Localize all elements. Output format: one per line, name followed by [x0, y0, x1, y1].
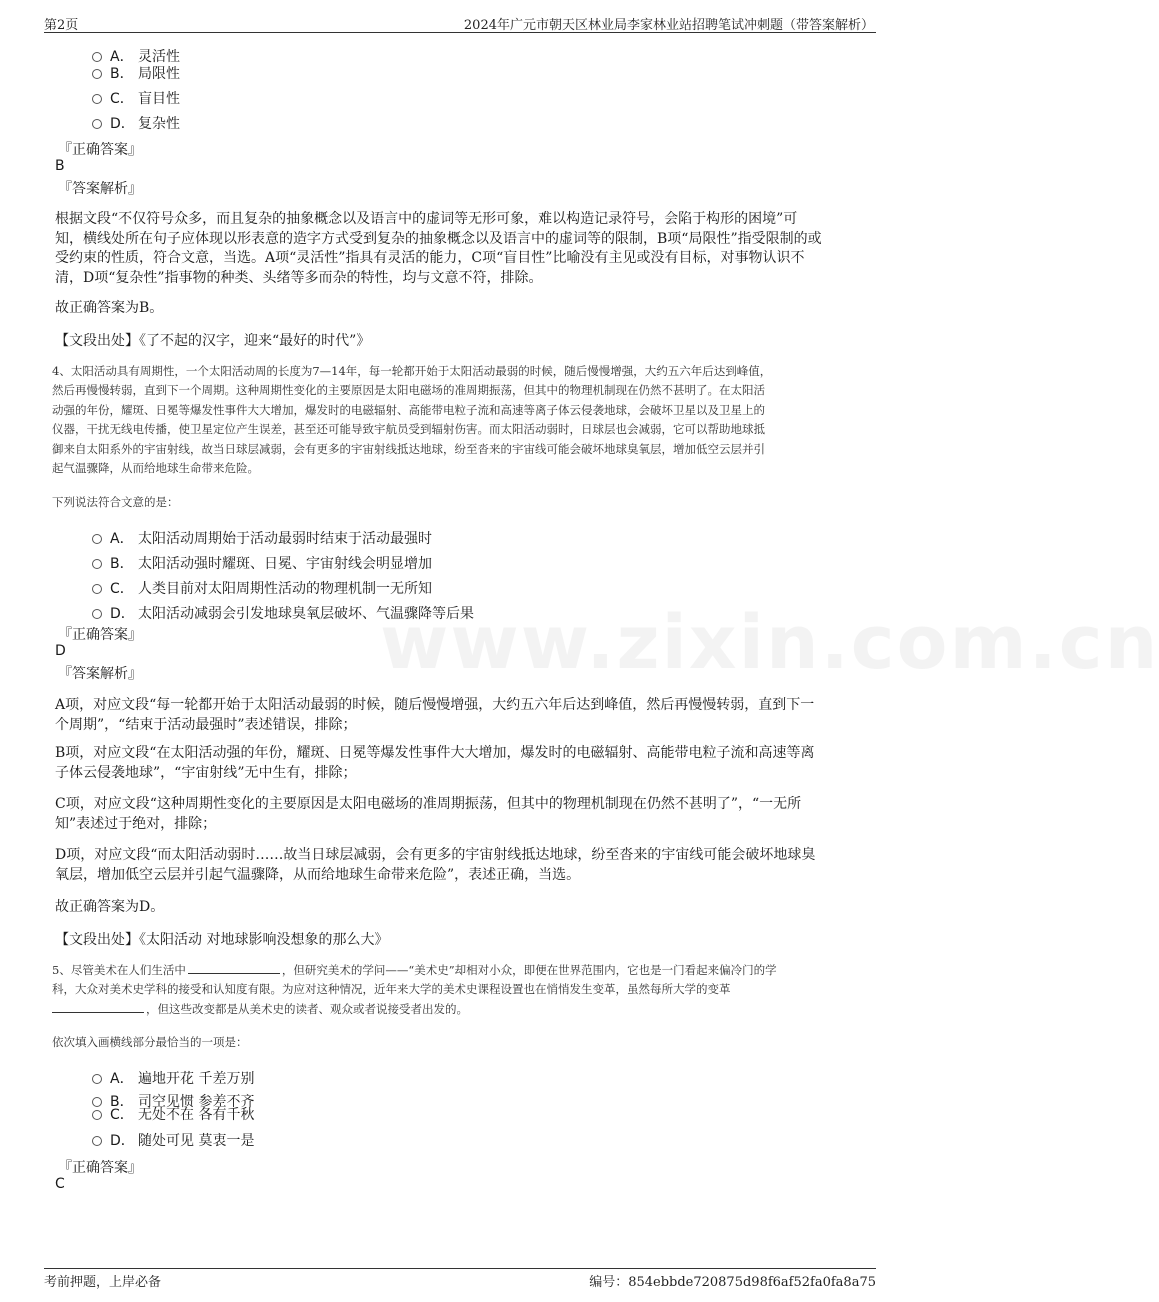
option-d[interactable]: D． 随处可见 莫衷一是 [92, 1130, 254, 1150]
radio-icon[interactable] [92, 52, 102, 62]
option-d[interactable]: D． 复杂性 [92, 113, 180, 133]
analysis-item-d: D项，对应文段“而太阳活动弱时……故当日球层减弱，会有更多的宇宙射线抵达地球，纷至沓来的宇宙线可能会破坏地球臭 氧层，增加低空云层并引起气温骤降，从而给地球生命带来危险”，表述正确，当选。 [55, 847, 816, 883]
option-b[interactable]: B． 司空见惯 参差不齐 [92, 1091, 254, 1111]
question-passage: 5、尽管美术在人们生活中 ，但研究美术的学问——“美术史”却相对小众，即便在世界范围内，它也是一门看起来偏冷门的学 科，大众对美术史学科的接受和认知度有限。为应对这种情况，近年来大学的美术史课程设置也在悄悄发生变革，虽然每所大学的变革 ，但这些改变都是从美术史的读者、观众或者说接受者出发的。 [52, 963, 777, 1016]
radio-icon[interactable] [92, 1110, 102, 1120]
option-text: 太阳活动周期始于活动最弱时结束于活动最强时 [138, 531, 432, 547]
question-passage: 4、太阳活动具有周期性，一个太阳活动周的长度为7—14年，每一轮都开始于太阳活动最弱的时候，随后慢慢增强，大约五六年后达到峰值， 然后再慢慢转弱，直到下一个周期。这种周期性变化的主要原因是太阳电磁场的准周期振荡，但其中的物理机制现在仍然不甚明了。在太阳活 动强的年份，耀斑、日冕等爆发性事件大大增加，爆发时的电磁辐射、高能带电粒子流和高速等离子体云侵袭地球，会破坏卫星以及卫星上的 仪器，干扰无线电传播，使卫星定位产生误差，甚至还可能导致宇航员受到辐射伤害。而太阳活动弱时，日球层也会减弱，它可以帮助地球抵 御来自太阳系外的宇宙射线，故当日球层减弱，会有更多的宇宙射线抵达地球，纷至沓来的宇宙线可能会破坏地球臭氧层，增加低空云层并引 起气温骤降，从而给地球生命带来危险。 [52, 364, 772, 476]
footer-rule [44, 1268, 876, 1269]
analysis-item-c: C项，对应文段“这种周期性变化的主要原因是太阳电磁场的准周期振荡，但其中的物理机制现在仍然不甚明了”，“一无所 知”表述过于绝对，排除； [55, 796, 802, 832]
option-text: 无处不在 各有千秋 [138, 1107, 255, 1123]
question-stem: 依次填入画横线部分最恰当的一项是： [52, 1035, 248, 1049]
header-rule [44, 32, 876, 33]
analysis-item-b: B项，对应文段“在太阳活动强的年份，耀斑、日冕等爆发性事件大大增加，爆发时的电磁辐射、高能带电粒子流和高速等离 子体云侵袭地球”，“宇宙射线”无中生有，排除； [55, 745, 815, 781]
option-a[interactable]: A． 遍地开花 千差万别 [92, 1068, 254, 1088]
option-text: 司空见惯 参差不齐 [138, 1094, 255, 1110]
option-text: 随处可见 莫衷一是 [138, 1133, 255, 1149]
analysis-item-a: A项，对应文段“每一轮都开始于太阳活动最弱的时候，随后慢慢增强，大约五六年后达到峰值，然后再慢慢转弱，直到下一 个周期”，“结束于活动最强时”表述错误，排除； [55, 697, 815, 733]
answer-label: 『正确答案』 [58, 142, 142, 158]
option-text: 太阳活动减弱会引发地球臭氧层破坏、气温骤降等后果 [138, 606, 474, 622]
option-b[interactable]: B． 局限性 [92, 63, 180, 83]
analysis-text: 根据文段“不仅符号众多，而且复杂的抽象概念以及语言中的虚词等无形可象，难以构造记录符号，会陷于构形的困境”可 知，横线处所在句子应体现以形表意的造字方式受到复杂的抽象概念以及语言中的虚词等的限制，B项“局限性”指受限制的或 受约束的性质，符合文意，当选。A项“灵活性”指具有灵活的能力，C项“盲目性”比喻没有主见或没有目标，对事物认识不 清，D项“复杂性”指事物的种类、头绪等多而杂的特性，均与文意不符，排除。 [55, 211, 822, 286]
option-c[interactable]: C． 无处不在 各有千秋 [92, 1104, 254, 1124]
source-citation: 【文段出处】《了不起的汉字，迎来“最好的时代”》 [55, 333, 371, 349]
correct-answer: C [55, 1176, 65, 1192]
radio-icon[interactable] [92, 1136, 102, 1146]
source-citation: 【文段出处】《太阳活动 对地球影响没想象的那么大》 [55, 932, 389, 948]
option-text: 灵活性 [138, 49, 180, 65]
option-text: 太阳活动强时耀斑、日冕、宇宙射线会明显增加 [138, 556, 432, 572]
radio-icon[interactable] [92, 69, 102, 79]
correct-answer: D [55, 643, 66, 659]
radio-icon[interactable] [92, 559, 102, 569]
option-text: 局限性 [138, 66, 180, 82]
conclusion: 故正确答案为D。 [55, 899, 165, 915]
radio-icon[interactable] [92, 94, 102, 104]
radio-icon[interactable] [92, 1074, 102, 1084]
document-id: 编号：854ebbde720875d98f6af52fa0fa8a75 [589, 1275, 876, 1290]
radio-icon[interactable] [92, 119, 102, 129]
radio-icon[interactable] [92, 609, 102, 619]
radio-icon[interactable] [92, 534, 102, 544]
option-text: 遍地开花 千差万别 [138, 1071, 255, 1087]
page-number: 第2页 [44, 18, 79, 33]
analysis-label: 『答案解析』 [58, 666, 142, 682]
fill-blank-2[interactable] [52, 1001, 144, 1013]
question-stem: 下列说法符合文意的是： [52, 495, 179, 509]
analysis-label: 『答案解析』 [58, 181, 142, 197]
option-d[interactable]: D． 太阳活动减弱会引发地球臭氧层破坏、气温骤降等后果 [92, 603, 474, 623]
document-title: 2024年广元市朝天区林业局李家林业站招聘笔试冲刺题（带答案解析） [463, 18, 874, 33]
footer-slogan: 考前押题，上岸必备 [44, 1275, 162, 1290]
watermark: www.zixin.com.cn [380, 600, 1159, 686]
option-a[interactable]: A． 灵活性 [92, 46, 180, 66]
fill-blank-1[interactable] [188, 962, 280, 974]
option-text: 复杂性 [138, 116, 180, 132]
correct-answer: B [55, 158, 65, 174]
option-b[interactable]: B． 太阳活动强时耀斑、日冕、宇宙射线会明显增加 [92, 553, 432, 573]
conclusion: 故正确答案为B。 [55, 300, 164, 316]
radio-icon[interactable] [92, 584, 102, 594]
option-text: 人类目前对太阳周期性活动的物理机制一无所知 [138, 581, 432, 597]
answer-label: 『正确答案』 [58, 627, 142, 643]
option-c[interactable]: C． 盲目性 [92, 88, 180, 108]
option-a[interactable]: A． 太阳活动周期始于活动最弱时结束于活动最强时 [92, 528, 432, 548]
option-text: 盲目性 [138, 91, 180, 107]
answer-label: 『正确答案』 [58, 1160, 142, 1176]
option-c[interactable]: C． 人类目前对太阳周期性活动的物理机制一无所知 [92, 578, 432, 598]
